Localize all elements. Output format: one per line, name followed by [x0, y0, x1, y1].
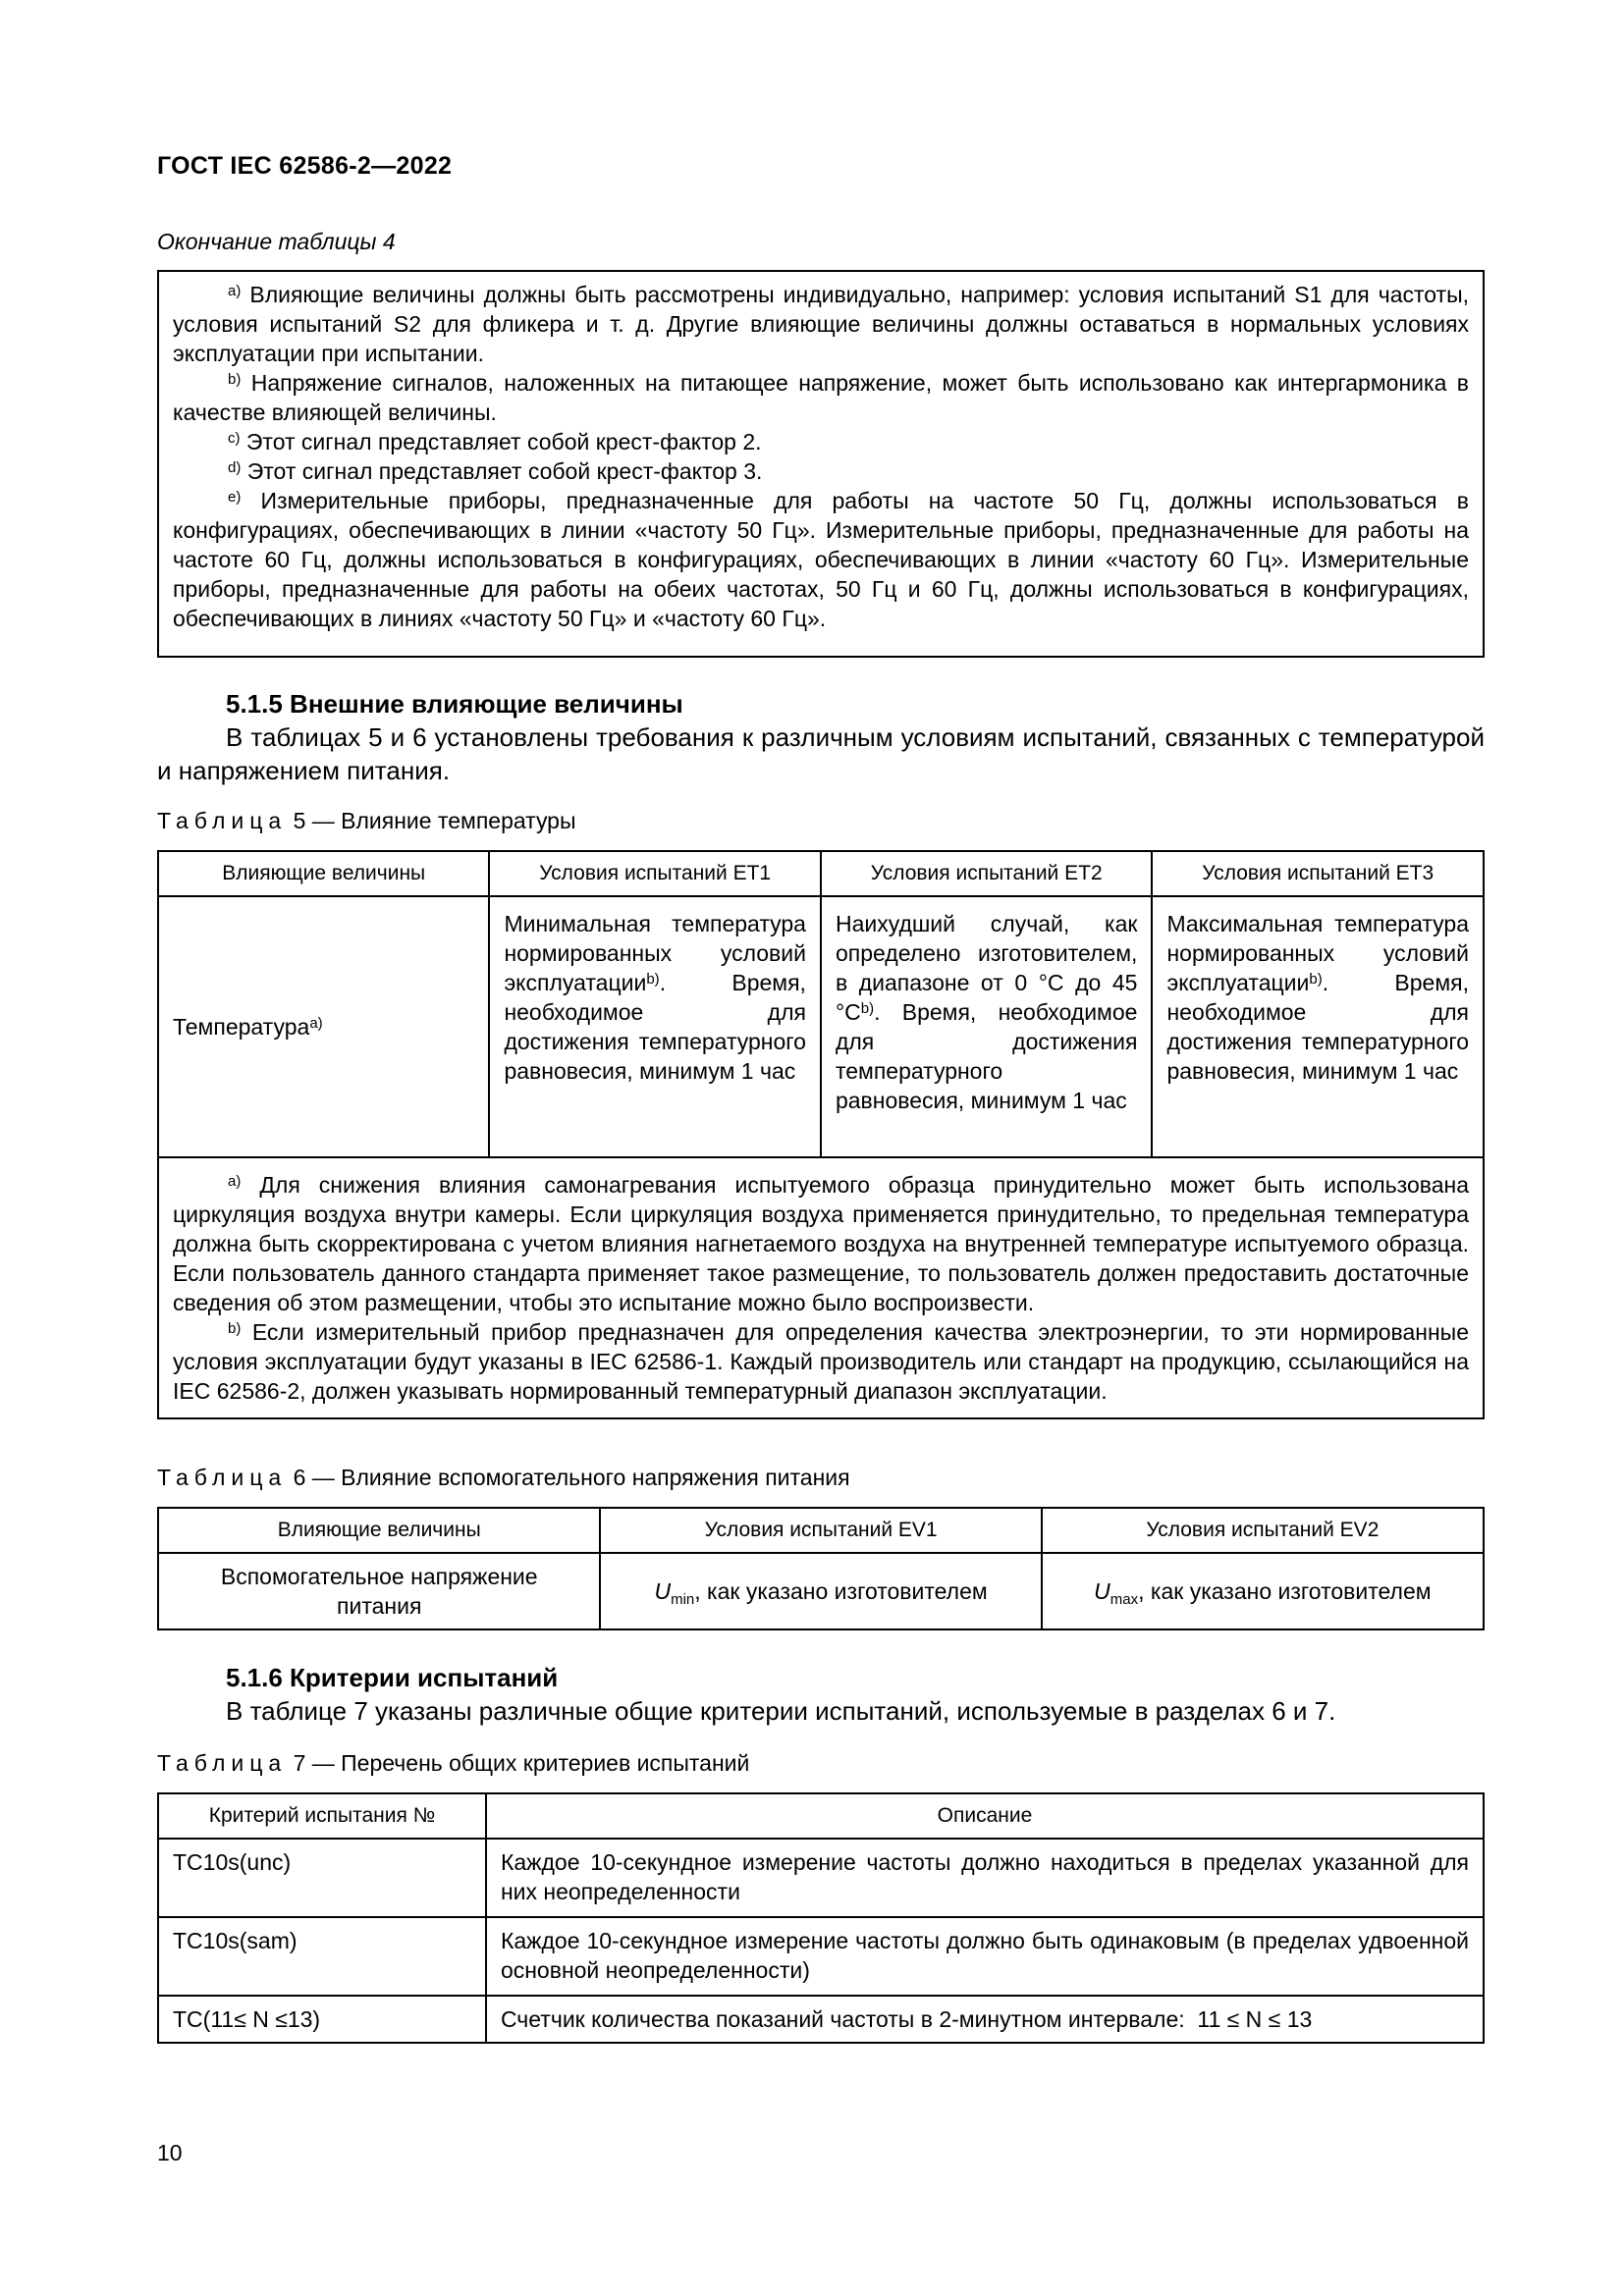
table7-criterion-desc: Каждое 10-секундное измерение частоты должно находиться в пределах указанной для них неопределенности: [486, 1839, 1484, 1917]
table5-et1-cell: Минимальная температура нормированных условий эксплуатации$^{b)}$. Время, необходимое для достижения температурного равновесия, минимум 1 час: [489, 896, 821, 1157]
section-5-1-6-title: 5.1.6 Критерии испытаний: [226, 1663, 559, 1692]
section-5-1-5-text: В таблицах 5 и 6 установлены требования к различным условиям испытаний, связанных с температурой и напряжением питания.: [157, 722, 1485, 785]
table6-header-cell: Влияющие величины: [158, 1508, 600, 1553]
section-5-1-5: [157, 687, 1485, 787]
table7-header-cell: Описание: [486, 1793, 1484, 1839]
table6-caption: Таблица 6 — Влияние вспомогательного напряжения питания: [157, 1465, 850, 1490]
table4-notes-box: [157, 270, 1485, 658]
table5-et3-cell: Максимальная температура нормированных условий эксплуатации$^{b)}$. Время, необходимое для достижения температурного равновесия, минимум 1 час: [1152, 896, 1484, 1157]
table6-ev1-cell: $U_{min}$, как указано изготовителем: [600, 1553, 1041, 1629]
table5-note-a: $^{a)}$ Для снижения влияния самонагревания испытуемого образца принудительно может быть использована циркуляция воздуха внутри камеры. Если циркуляция воздуха применяется принудительно, то предельная температура должна быть скорректирована с учетом влияния нагнетаемого воздуха на внутренней температуре испытуемого образца. Если пользователь данного стандарта применяет такое размещение, то пользователь должен предоставить достаточные сведения об этом размещении, чтобы это испытание можно было воспроизвести.: [173, 1172, 1469, 1315]
table-row: [158, 1917, 1484, 1996]
table-row: [158, 1839, 1484, 1917]
table5-footnotes: [158, 1157, 1484, 1418]
table6-header-cell: Условия испытаний EV2: [1042, 1508, 1484, 1553]
table6-ev2-cell: $U_{max}$, как указано изготовителем: [1042, 1553, 1484, 1629]
section-5-1-6-text: В таблице 7 указаны различные общие критерии испытаний, используемые в разделах 6 и 7.: [226, 1696, 1336, 1726]
page-number: 10: [157, 2140, 183, 2165]
section-5-1-6: [157, 1661, 1485, 1728]
table7-criterion-desc: Каждое 10-секундное измерение частоты должно быть одинаковым (в пределах удвоенной основной неопределенности): [486, 1917, 1484, 1996]
section-5-1-5-title: 5.1.5 Внешние влияющие величины: [226, 689, 683, 719]
table6-header-cell: Условия испытаний EV1: [600, 1508, 1041, 1553]
table5-et2-cell: Наихудший случай, как определено изготовителем, в диапазоне от 0 °C до 45 $^\circ C^{b)}$. Время, необходимое для достижения температурного равновесия, минимум 1 час: [821, 896, 1153, 1157]
table4-continuation-label: Окончание таблицы 4: [157, 229, 396, 254]
table4-note-c: $^{c)}$ Этот сигнал представляет собой крест-фактор 2.: [228, 429, 762, 454]
table5-row-label: Температура$^{a)}$: [158, 896, 489, 1157]
table7-criterion-id: TC(11≤ N ≤13): [158, 1996, 486, 2043]
table5-caption: Таблица 5 — Влияние температуры: [157, 808, 576, 833]
table5-header-cell: Условия испытаний ET3: [1152, 851, 1484, 896]
table4-note-d: $^{d)}$ Этот сигнал представляет собой крест-фактор 3.: [228, 458, 763, 484]
table6-row-label: Вспомогательное напряжение питания: [158, 1553, 600, 1629]
table5-header-cell: Условия испытаний ET2: [821, 851, 1153, 896]
table7-header-cell: Критерий испытания №: [158, 1793, 486, 1839]
table5-header-cell: Условия испытаний ET1: [489, 851, 821, 896]
table5-header-cell: Влияющие величины: [158, 851, 489, 896]
table4-note-b: $^{b)}$ Напряжение сигналов, наложенных на питающее напряжение, может быть использовано как интергармоника в качестве влияющей величины.: [173, 370, 1469, 425]
table4-note-e: $^{e)}$ Измерительные приборы, предназначенные для работы на частоте 50 Гц, должны использоваться в конфигурациях, обеспечивающих в линии «частоту 50 Гц». Измерительные приборы, предназначенные для работы на частоте 60 Гц, должны использоваться в конфигурациях, обеспечивающих в линии «частоту 60 Гц». Измерительные приборы, предназначенные для работы на обеих частотах, 50 Гц и 60 Гц, должны использоваться в конфигурациях, обеспечивающих в линиях «частоту 50 Гц» и «частоту 60 Гц».: [173, 488, 1469, 631]
table4-note-a: $^{a)}$ Влияющие величины должны быть рассмотрены индивидуально, например: условия испытаний S1 для частоты, условия испытаний S2 для фликера и т. д. Другие влияющие величины должны оставаться в нормальных условиях эксплуатации при испытании.: [173, 282, 1469, 366]
table7-criterion-id: TC10s(unc): [158, 1839, 486, 1917]
table7-criterion-id: TC10s(sam): [158, 1917, 486, 1996]
table6: [157, 1507, 1485, 1630]
table7-caption: Таблица 7 — Перечень общих критериев испытаний: [157, 1750, 750, 1776]
table5-note-b: $^{b)}$ Если измерительный прибор предназначен для определения качества электроэнергии, то эти нормированные условия эксплуатации будут указаны в IEC 62586-1. Каждый производитель или стандарт на продукцию, ссылающийся на IEC 62586-2, должен указывать нормированный температурный диапазон эксплуатации.: [173, 1319, 1469, 1404]
table5: [157, 850, 1485, 1419]
table-row: [158, 1996, 1484, 2043]
table7-criterion-desc: Счетчик количества показаний частоты в 2-минутном интервале: 11 ≤ N ≤ 13: [486, 1996, 1484, 2043]
document-header: ГОСТ IEC 62586-2—2022: [157, 152, 453, 180]
table7: [157, 1792, 1485, 2044]
